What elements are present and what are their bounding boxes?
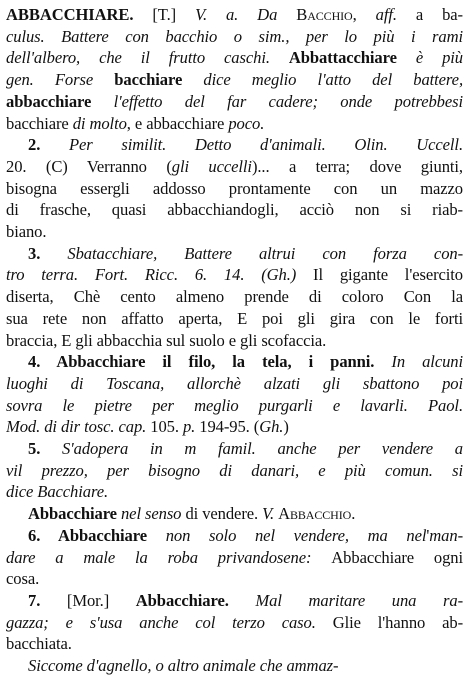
text-segment: biano. xyxy=(6,222,47,242)
text-segment: 7. xyxy=(28,590,67,610)
text-line xyxy=(6,221,463,243)
text-line xyxy=(6,178,463,200)
text-line xyxy=(6,481,463,503)
text-segment: gli uccelli xyxy=(171,156,252,176)
text-segment: cosa. xyxy=(6,569,40,589)
text-segment: bisogna essergli addosso prontamente con un mazzo xyxy=(6,178,463,198)
text-line xyxy=(6,134,463,156)
text-segment: bacchiare xyxy=(114,70,183,90)
text-segment: [Mor.] xyxy=(66,590,136,610)
text-segment: ' xyxy=(426,525,430,545)
text-segment: 194-95. ( xyxy=(199,417,260,437)
text-segment: Siccome d'agnello, o altro animale che ammaz- xyxy=(28,656,339,676)
dictionary-entry-abbacchiare xyxy=(6,4,463,677)
text-segment: dell'albero, che il frutto caschi. xyxy=(6,48,289,68)
text-segment: dare a male la roba privandosene: xyxy=(6,547,332,567)
text-segment: l'effetto del far cadere; onde potrebbesi xyxy=(91,91,463,111)
text-line xyxy=(6,547,463,569)
text-segment: V. a. Da xyxy=(195,5,297,24)
text-line xyxy=(6,633,463,655)
text-segment: 6. Abbacchiare xyxy=(28,525,166,545)
text-segment: p. xyxy=(182,417,200,437)
text-line xyxy=(6,308,463,330)
text-segment: Sbatacchiare, Battere altrui con forza con- xyxy=(67,243,463,263)
text-line xyxy=(6,373,463,395)
text-segment: di molto xyxy=(72,113,127,133)
text-segment: Abbacchiare. xyxy=(135,590,256,610)
text-segment: V. xyxy=(262,504,279,524)
text-segment: Abbacchio xyxy=(278,504,352,524)
text-line xyxy=(6,525,463,547)
text-segment: Bacchio xyxy=(296,5,353,24)
text-line xyxy=(6,26,463,48)
text-segment: dice meglio l'atto del battere, xyxy=(182,70,463,90)
text-segment: Mal maritare una ra- xyxy=(255,590,463,610)
text-segment: , xyxy=(352,5,376,24)
text-segment: abbacchiare xyxy=(6,91,92,111)
text-segment: Abbacchiare xyxy=(28,504,117,524)
text-segment: 20. (C) Verranno ( xyxy=(6,156,172,176)
text-line xyxy=(6,438,463,460)
text-line xyxy=(6,330,463,352)
text-segment: Glie l'hanno ab- xyxy=(332,612,463,632)
text-segment: )... a terra; dove giunti, xyxy=(251,156,463,176)
text-segment: In alcuni xyxy=(391,352,463,372)
text-line xyxy=(6,47,463,69)
text-segment: nel senso xyxy=(116,504,186,524)
text-segment: vil prezzo, per bisogno di danari, e più comun. si xyxy=(6,460,463,480)
text-segment: 3. xyxy=(28,243,68,263)
text-segment: , e abbacchiare xyxy=(126,113,229,133)
text-segment: Mod. di dir tosc. cap. xyxy=(6,417,151,437)
text-line xyxy=(6,590,463,612)
text-segment: Il gigante l'esercito xyxy=(313,265,463,285)
text-line xyxy=(6,460,463,482)
text-segment: S'adopera in m famil. anche per vendere a xyxy=(61,439,463,459)
text-line xyxy=(6,655,463,677)
dictionary-page xyxy=(6,4,463,676)
text-segment: luoghi di Toscana, allorchè alzati gli sbattono poi xyxy=(6,373,463,393)
text-segment: sovra le pietre per meglio purgarli e lavarli. Paol. xyxy=(6,395,463,415)
text-segment: bacchiata. xyxy=(6,634,72,654)
text-segment: 5. xyxy=(28,439,62,459)
text-line xyxy=(6,199,463,221)
text-segment: poco. xyxy=(228,113,265,133)
text-segment: di frasche, quasi abbacchiandogli, acciò non si riab- xyxy=(6,200,463,220)
text-segment: di vendere. xyxy=(185,504,263,524)
text-segment: tro terra. Fort. Ricc. 6. 14. (Gh.) xyxy=(6,265,314,285)
text-line xyxy=(6,612,463,634)
text-segment: 4. Abbacchiare il filo, la tela, i panni. xyxy=(28,352,392,372)
text-segment: Abbacchiare ogni xyxy=(331,547,463,567)
text-line xyxy=(6,395,463,417)
text-segment: culus. Battere con bacchio o sim., per lo più i rami xyxy=(6,26,463,46)
text-segment: Abbattacchiare xyxy=(288,48,397,68)
text-segment: gen. Forse xyxy=(6,70,115,90)
text-segment: dice Bacchiare. xyxy=(6,482,109,502)
text-segment: a ba- xyxy=(396,5,463,24)
text-line xyxy=(6,264,463,286)
text-line xyxy=(6,4,463,26)
text-line xyxy=(6,568,463,590)
text-line xyxy=(6,243,463,265)
text-line xyxy=(6,503,463,525)
text-line xyxy=(6,416,463,438)
text-segment: man- xyxy=(429,525,463,545)
text-line xyxy=(6,351,463,373)
text-segment: . xyxy=(351,504,356,524)
text-segment: Per similit. Detto d'animali. Olin. Uccell. xyxy=(68,135,463,155)
text-line xyxy=(6,91,463,113)
text-segment: 105. xyxy=(150,417,183,437)
text-segment: bacchiare xyxy=(6,113,73,133)
text-segment: aff. xyxy=(375,5,397,24)
text-line xyxy=(6,113,463,135)
text-line xyxy=(6,156,463,178)
text-segment: ) xyxy=(283,417,289,437)
text-segment: sua rete non affatto aperta, E poi gli gira con le forti xyxy=(6,308,463,328)
text-line xyxy=(6,69,463,91)
text-segment: ABBACCHIARE. xyxy=(6,5,134,24)
text-segment: braccia, E gli abbacchia sul suolo e gli scofaccia. xyxy=(6,330,327,350)
text-segment: [T.] xyxy=(133,5,196,24)
text-segment: è più xyxy=(396,48,463,68)
text-segment: gazza; e s'usa anche col terzo caso. xyxy=(6,612,333,632)
text-line xyxy=(6,286,463,308)
text-segment: diserta, Chè cento almeno prende di coloro Con la xyxy=(6,287,463,307)
text-segment: Gh. xyxy=(259,417,284,437)
text-segment: non solo nel vendere, ma nel xyxy=(165,525,427,545)
text-segment: 2. xyxy=(28,135,69,155)
